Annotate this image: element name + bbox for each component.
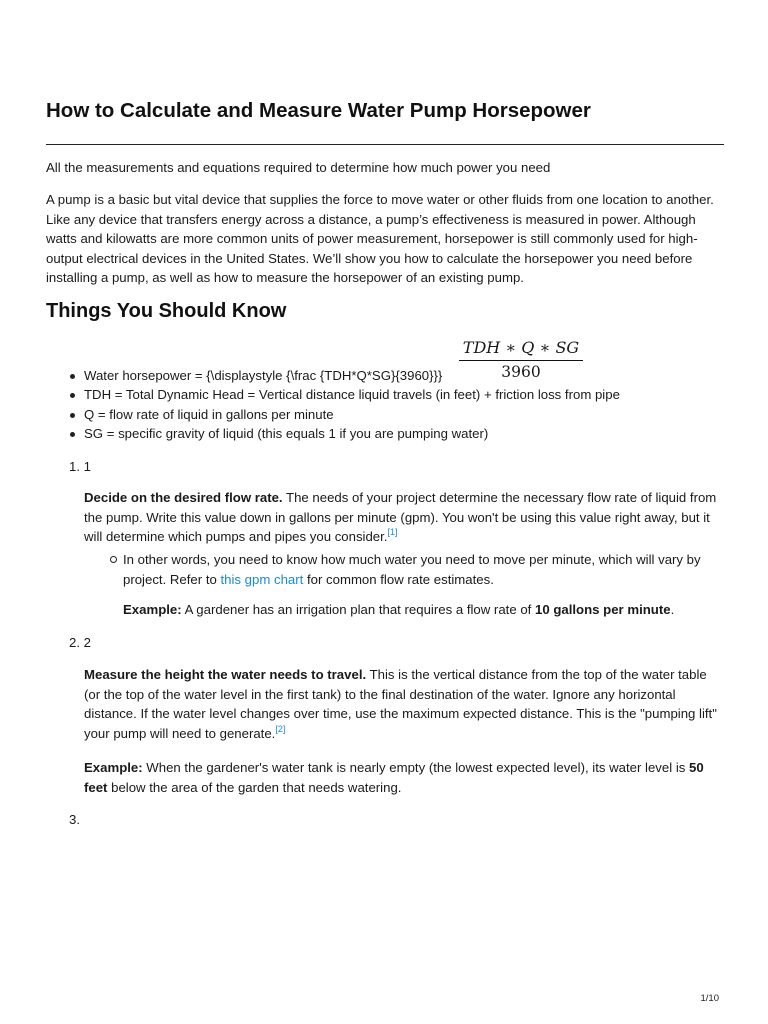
step-1-example <box>123 600 723 620</box>
step-1-marker <box>69 457 91 476</box>
step-1-body <box>84 488 724 547</box>
page-title: How to Calculate and Measure Water Pump Horsepower <box>46 99 591 122</box>
step-1-tip <box>123 550 723 589</box>
reference-link[interactable]: [1] <box>387 527 398 537</box>
step-2-heading: Measure the height the water needs to travel. <box>84 667 367 682</box>
tip-text: In other words, you need to know how much water you need to move per minute, which will vary by project. Refer to <box>123 552 701 587</box>
page-number: 1/10 <box>700 993 719 1004</box>
list-item <box>46 385 620 404</box>
step-number: 1 <box>83 459 92 474</box>
step-marker: 3. <box>69 812 80 827</box>
example-text: . <box>670 602 675 617</box>
list-item-text: SG = specific gravity of liquid (this equals 1 if you are pumping water) <box>84 426 489 442</box>
step-1-text: The needs of your project determine the necessary flow rate of liquid from the pump. Write this value down in gallons per minute (gpm). You won't be using this value right away, but it will determine which pumps and pipes you consider. <box>84 490 717 544</box>
list-item <box>46 424 620 443</box>
list-item-text: TDH = Total Dynamic Head = Vertical distance liquid travels (in feet) + friction loss from pipe <box>84 387 620 403</box>
step-marker: 1. <box>69 459 80 474</box>
formula-denominator: 3960 <box>501 363 541 381</box>
section-heading: Things You Should Know <box>46 300 287 322</box>
step-3-marker <box>69 810 80 829</box>
example-text: When the gardener's water tank is nearly empty (the lowest expected level), its water level is <box>142 760 690 775</box>
bullet-icon <box>70 393 75 398</box>
step-2-marker <box>69 633 91 652</box>
list-item <box>46 405 620 424</box>
subtitle: All the measurements and equations required to determine how much power you need <box>46 160 551 175</box>
step-2-example <box>84 758 724 797</box>
bullet-icon <box>70 374 75 379</box>
example-text: A gardener has an irrigation plan that requires a flow rate of <box>181 602 535 617</box>
example-highlight: 10 gallons per minute <box>535 602 671 617</box>
example-label: Example: <box>84 760 143 775</box>
list-item-text: Water horsepower = {\displaystyle {\frac {TDH*Q*SG}{3960}}} <box>84 368 443 383</box>
formula-numerator: TDH ∗ Q ∗ SG <box>462 338 580 357</box>
example-highlight: 50 feet <box>84 760 704 795</box>
list-item <box>46 366 620 385</box>
reference-link[interactable]: [2] <box>275 723 286 734</box>
title-divider <box>46 144 724 145</box>
step-1-heading: Decide on the desired flow rate. <box>84 490 283 505</box>
tip-text: for common flow rate estimates. <box>303 571 494 587</box>
intro-paragraph: A pump is a basic but vital device that supplies the force to move water or other fluids from one location to another. Like any device that transfers energy across a distance, a pump’s effectiveness is measured in power. Although watts and kilowatts are more common units of power measurement, horsepower is still commonly used for high-output electrical devices in the United States. We’ll show you how to calculate the horsepower you need before installing a pump, as well as how to measure the horsepower of an existing pump. <box>46 192 714 285</box>
bullet-icon <box>70 413 75 418</box>
step-number: 2 <box>83 635 92 650</box>
step-2-text: This is the vertical distance from the top of the water table (or the top of the water level in the first tank) to the final destination of the water. Ignore any horizontal distance. If the water level changes over time, use the maximum expected distance. This is the "pumping lift" your pump will need to generate. <box>84 667 717 741</box>
example-text: below the area of the garden that needs watering. <box>107 779 402 795</box>
step-2-body <box>84 665 724 743</box>
key-points-list <box>46 366 620 444</box>
example-label: Example: <box>123 602 182 617</box>
gpm-chart-link[interactable]: this gpm chart <box>220 571 304 587</box>
circle-bullet-icon <box>110 556 117 563</box>
list-item-text: Q = flow rate of liquid in gallons per minute <box>84 406 334 422</box>
bullet-icon <box>70 432 75 437</box>
step-marker: 2. <box>69 635 80 650</box>
